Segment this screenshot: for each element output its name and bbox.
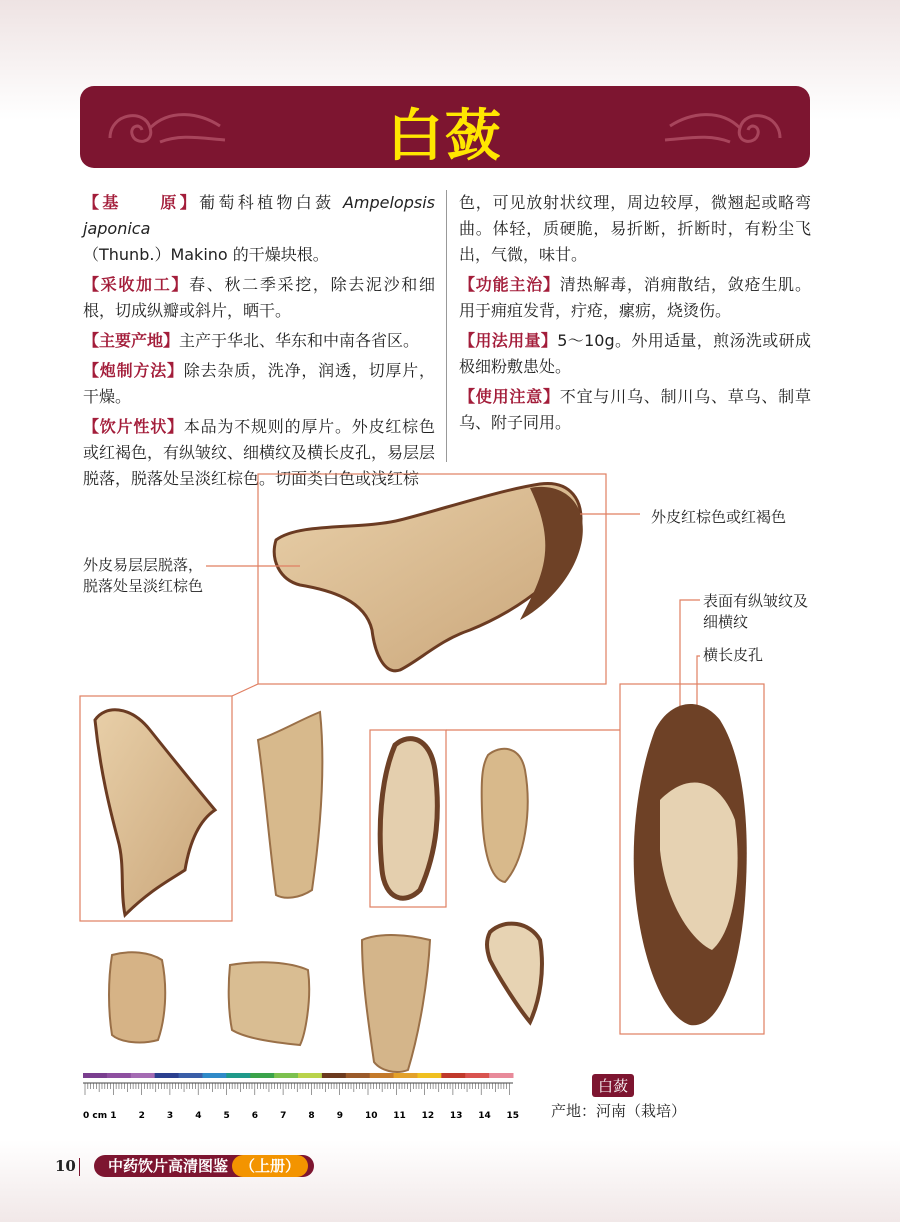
specimen-small-4 <box>482 749 528 882</box>
ruler-tick-label: 14 <box>478 1111 491 1121</box>
entry-text: 春、秋二季采挖，除去泥沙和细根，切成纵瓣或斜片，晒干。 <box>83 275 435 320</box>
ruler-tick-label: 11 <box>393 1111 406 1121</box>
ruler-tick-label: 8 <box>308 1111 315 1121</box>
entry-text: 除去杂质，洗净，润透，切厚片，干燥。 <box>83 361 435 406</box>
specimen-small-2 <box>258 712 322 898</box>
color-swatch <box>107 1073 131 1078</box>
column-divider <box>446 190 447 462</box>
entry-harvest <box>83 272 435 324</box>
book-title-pill <box>94 1155 314 1177</box>
entry-text: 主产于华北、华东和中南各省区。 <box>179 331 420 350</box>
entry-text: 5～10g。外用适量，煎汤洗或研成极细粉敷患处。 <box>459 331 811 376</box>
entry-label: 【炮制方法】 <box>83 361 184 380</box>
color-swatch <box>346 1073 370 1078</box>
callout-wrinkles <box>703 591 808 633</box>
specimen-bottom-4 <box>487 924 542 1022</box>
ruler-tick-label: 9 <box>336 1111 343 1121</box>
entry-text: 本品为不规则的厚片。外皮红棕色或红褐色，有纵皱纹、细横纹及横长皮孔，易层层脱落，脱落处呈淡红棕色。切面类白色或浅红棕 <box>83 417 436 488</box>
callout-outer-skin-color: 外皮红棕色或红褐色 <box>651 508 787 526</box>
callout-lenticels: 横长皮孔 <box>703 646 764 664</box>
caption-origin: 产地：河南（栽培） <box>551 1102 687 1120</box>
entry-text: 葡萄科植物白蔹 <box>199 193 335 212</box>
color-swatch <box>394 1073 418 1078</box>
page-number: 10 <box>55 1157 76 1175</box>
ruler-tick-label: 4 <box>195 1111 202 1121</box>
entry-text: 清热解毒，消痈散结，敛疮生肌。用于痈疽发背，疔疮，瘰疬，烧烫伤。 <box>459 275 811 320</box>
right-text-column <box>459 190 811 440</box>
book-title: 中药饮片高清图鉴 <box>108 1157 229 1175</box>
specimen-small-1 <box>95 710 215 915</box>
specimen-bottom-1 <box>109 952 165 1042</box>
entry-label: 【功能主治】 <box>459 275 560 294</box>
color-swatch <box>250 1073 274 1078</box>
entry-label: 【采收加工】 <box>83 275 190 294</box>
ruler-tick-label: 1 <box>110 1111 117 1121</box>
specimen-large <box>274 483 583 670</box>
ruler-ticks <box>85 1083 519 1121</box>
color-swatch-strip <box>83 1073 514 1078</box>
specimen-small-3 <box>380 739 437 899</box>
color-swatch <box>417 1073 441 1078</box>
ruler-tick-label: 13 <box>449 1111 463 1121</box>
ruler-graphic <box>83 1073 523 1123</box>
color-swatch <box>322 1073 346 1078</box>
color-swatch <box>155 1073 179 1078</box>
color-swatch <box>202 1073 226 1078</box>
entry-label: 【用法用量】 <box>459 331 558 350</box>
specimen-bottom-3 <box>362 935 430 1072</box>
color-swatch <box>179 1073 203 1078</box>
color-swatch <box>131 1073 155 1078</box>
page-footer-band <box>0 1140 900 1222</box>
specimen-large-side <box>634 704 747 1025</box>
callout-peeling-line: 脱落处呈淡红棕色 <box>83 577 204 595</box>
ruler-tick-label: 7 <box>280 1111 287 1121</box>
entry-label: 【基 原】 <box>83 193 200 212</box>
ruler-tick-label: 15 <box>506 1111 520 1121</box>
entry-label: 【饮片性状】 <box>83 417 184 436</box>
callout-peeling <box>83 555 203 597</box>
footer-separator <box>79 1158 80 1176</box>
ruler-tick-label: 5 <box>223 1111 230 1121</box>
entry-text: 不宜与川乌、制川乌、草乌、制草乌、附子同用。 <box>459 387 811 432</box>
characteristics-continuation: 色，可见放射状纹理，周边较厚，微翘起或略弯曲。体轻，质硬脆，易折断，折断时，有粉尘飞出，气微，味甘。 <box>459 193 811 264</box>
entry-dosage <box>459 328 811 380</box>
callout-peeling-line: 外皮易层层脱落， <box>83 556 204 574</box>
entry-origin <box>83 190 435 268</box>
entry-label: 【主要产地】 <box>83 331 180 350</box>
scale-ruler <box>83 1073 523 1123</box>
ruler-unit-label: 0 cm <box>83 1111 108 1121</box>
entry-function <box>459 272 811 324</box>
callout-wrinkles-line: 细横纹 <box>703 613 749 631</box>
ruler-tick-label: 2 <box>138 1111 145 1121</box>
entry-processing <box>83 358 435 410</box>
color-swatch <box>226 1073 250 1078</box>
ruler-tick-label: 12 <box>421 1111 435 1121</box>
caption-badge: 白蔹 <box>592 1074 634 1097</box>
callout-wrinkles-line: 表面有纵皱纹及 <box>703 592 809 610</box>
color-swatch <box>441 1073 465 1078</box>
color-swatch <box>274 1073 298 1078</box>
entry-production-area <box>83 328 435 354</box>
page-title: 白蔹 <box>387 104 503 168</box>
ruler-tick-label: 10 <box>365 1111 378 1121</box>
entry-label: 【使用注意】 <box>459 387 560 406</box>
left-text-column <box>83 190 435 496</box>
color-swatch <box>83 1073 107 1078</box>
color-swatch <box>370 1073 394 1078</box>
specimen-bottom-2 <box>229 962 309 1045</box>
latin-name: Ampelopsis japonica <box>83 193 435 238</box>
color-swatch <box>465 1073 489 1078</box>
entry-text: （Thunb.）Makino 的干燥块根。 <box>83 245 329 264</box>
ruler-tick-label: 3 <box>166 1111 174 1121</box>
title-banner <box>80 86 810 168</box>
color-swatch <box>298 1073 322 1078</box>
ruler-tick-label: 6 <box>251 1111 259 1121</box>
color-swatch <box>489 1073 513 1078</box>
entry-caution <box>459 384 811 436</box>
volume-badge: （上册） <box>232 1155 308 1177</box>
